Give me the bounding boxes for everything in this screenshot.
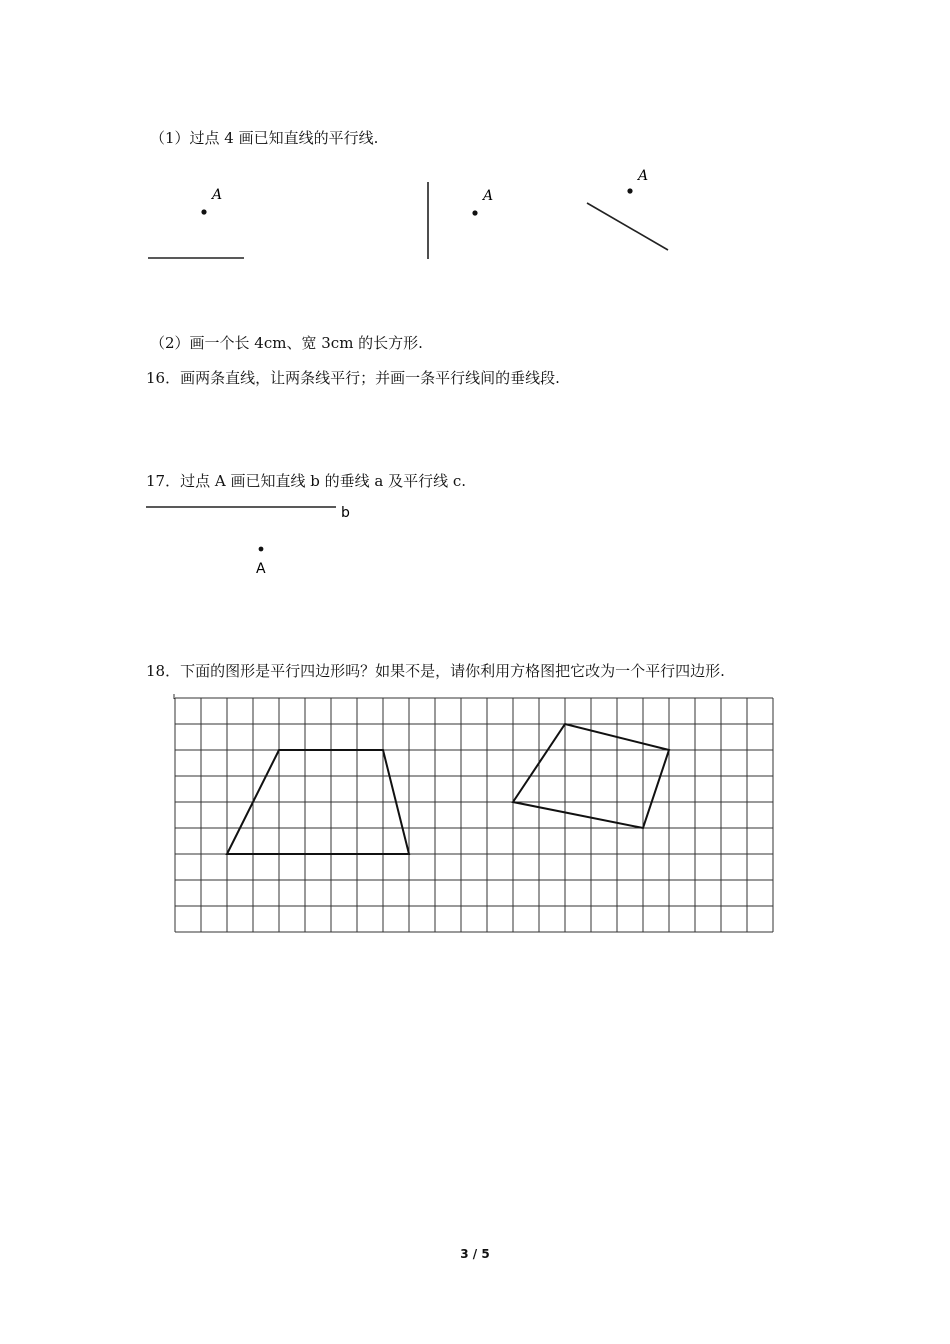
point-a-label: A — [256, 561, 266, 577]
figure-2 — [428, 182, 493, 259]
point-a — [259, 547, 264, 552]
q15-figures — [140, 165, 680, 270]
point-a-3 — [627, 188, 632, 193]
q15-part1-text: （1）过点 4 画已知直线的平行线. — [150, 129, 379, 147]
point-a-1 — [201, 209, 206, 214]
point-a-2-label: A — [483, 188, 494, 204]
q17-figure — [140, 498, 370, 583]
point-a-1-label: A — [212, 187, 223, 203]
figure-1 — [148, 187, 244, 258]
grid-lines — [175, 698, 773, 932]
page-number: 3 / 5 — [460, 1247, 490, 1261]
line-b-label: b — [341, 505, 350, 521]
q17-text: 17．过点 A 画已知直线 b 的垂线 a 及平行线 c. — [146, 472, 467, 490]
q18-text: 18．下面的图形是平行四边形吗？如果不是，请你利用方格图把它改为一个平行四边形. — [146, 662, 725, 680]
q16-text: 16．画两条直线，让两条线平行；并画一条平行线间的垂线段. — [146, 369, 560, 387]
given-line-3 — [587, 203, 668, 250]
q15-part2-text: （2）画一个长 4cm、宽 3cm 的长方形. — [150, 334, 423, 352]
figure-3 — [587, 168, 668, 250]
point-a-3-label: A — [638, 168, 649, 184]
q18-grid — [170, 690, 785, 955]
point-a-2 — [472, 210, 477, 215]
